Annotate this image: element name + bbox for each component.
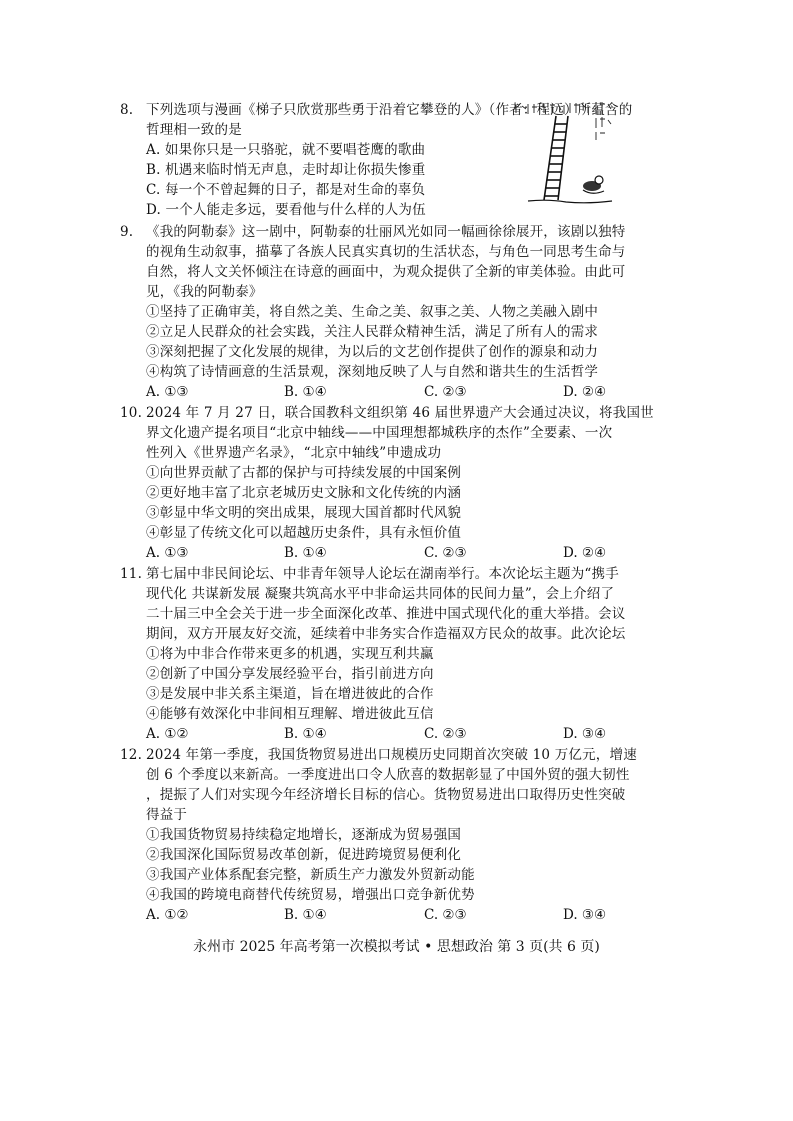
q9-statement-3: ③深刻把握了文化发展的规律，为以后的文艺创作提供了创作的源泉和动力 [146, 344, 599, 360]
q9-choice-a: A. ①③ [146, 384, 189, 400]
q11-statement-1: ①将为中非合作带来更多的机遇，实现互利共赢 [146, 646, 434, 662]
q9-stem-line-1: 9. 《我的阿勒泰》这一剧中，阿勒泰的壮丽风光如同一幅画徐徐展开，该剧以独特 [120, 224, 626, 240]
q9-stem-line-3: 自然，将人文关怀倾注在诗意的画面中，为观众提供了全新的审美体验。由此可 [146, 264, 626, 280]
q8-stem-line-1: 8. 下列选项与漫画《梯子只欣赏那些勇于沿着它攀登的人》（作者：程远）所蕴含的 [120, 102, 633, 118]
q12-choice-d: D. ③④ [563, 907, 607, 923]
q10-statement-1: ①向世界贡献了古都的保护与可持续发展的中国案例 [146, 465, 462, 481]
q10-statement-3: ③彰显中华文明的突出成果，展现大国首都时代风貌 [146, 505, 462, 521]
q8-number: 8. [120, 102, 134, 118]
q8-option-c: C. 每一个不曾起舞的日子，都是对生命的辜负 [146, 182, 426, 198]
q9-statement-2: ②立足人民群众的社会实践，关注人民群众精神生活，满足了所有人的需求 [146, 324, 599, 340]
cartoon-caption-scribble [514, 102, 611, 140]
q10-choice-d: D. ②④ [563, 545, 607, 561]
q11-stem-line-2: 现代化 共谋新发展 凝聚共筑高水平中非命运共同体的民间力量”，会上介绍了 [146, 586, 615, 602]
q11-choice-a: A. ①② [146, 726, 189, 742]
resting-figure [583, 176, 604, 193]
q11-stem-line-1: 11. 第七届中非民间论坛、中非青年领导人论坛在湖南举行。本次论坛主题为“携手 [120, 566, 619, 582]
q10-choice-b: B. ①④ [284, 545, 327, 561]
q10-choice-a: A. ①③ [146, 545, 189, 561]
q9-choice-b: B. ①④ [284, 384, 327, 400]
q8-stem-line-2: 哲理相一致的是 [146, 122, 242, 138]
q8-option-a: A. 如果你只是一只骆驼，就不要唱苍鹰的歌曲 [146, 142, 426, 158]
q8-option-b: B. 机遇来临时悄无声息，走时却让你损失惨重 [146, 162, 426, 178]
q12-statement-1: ①我国货物贸易持续稳定地增长，逐渐成为贸易强国 [146, 827, 462, 843]
q10-statement-4: ④彰显了传统文化可以超越历史条件，具有永恒价值 [146, 525, 462, 541]
q10-statement-2: ②更好地丰富了北京老城历史文脉和文化传统的内涵 [146, 485, 462, 501]
page-footer: 永州市 2025 年高考第一次模拟考试 • 思想政治 第 3 页(共 6 页) [193, 939, 600, 955]
q12-number: 12. [120, 747, 143, 763]
q11-statement-4: ④能够有效深化中非间相互理解、增进彼此互信 [146, 706, 434, 722]
q12-statement-3: ③我国产业体系配套完整，新质生产力激发外贸新动能 [146, 867, 475, 883]
q10-number: 10. [120, 405, 143, 421]
q12-statement-4: ④我国的跨境电商替代传统贸易，增强出口竞争新优势 [146, 887, 475, 903]
ground-line [528, 200, 612, 203]
q11-choice-d: D. ③④ [563, 726, 607, 742]
q10-stem-line-3: 性列入《世界遗产名录》，“北京中轴线”申遗成功 [146, 445, 442, 461]
q10-choice-c: C. ②③ [424, 545, 467, 561]
q11-statement-3: ③是发展中非关系主渠道，旨在增进彼此的合作 [146, 686, 434, 702]
q9-stem-line-4: 见，《我的阿勒泰》 [146, 284, 263, 300]
q11-choice-b: B. ①④ [284, 726, 327, 742]
q9-choice-d: D. ②④ [563, 384, 607, 400]
q9-stem-line-2: 的视角生动叙事，描摹了各族人民真实真切的生活状态，与角色一同思考生命与 [146, 244, 626, 260]
q12-statement-2: ②我国深化国际贸易改革创新，促进跨境贸易便利化 [146, 847, 462, 863]
q11-stem-line-3: 二十届三中全会关于进一步全面深化改革、推进中国式现代化的重大举措。会议 [146, 606, 626, 622]
q10-stem-line-1: 10. 2024 年 7 月 27 日，联合国教科文组织第 46 届世界遗产大会通过决议，将我国世 [120, 405, 654, 421]
q9-choice-c: C. ②③ [424, 384, 467, 400]
ladder [544, 116, 568, 200]
q9-statement-4: ④构筑了诗情画意的生活景观，深刻地反映了人与自然和谐共生的生活哲学 [146, 364, 599, 380]
q8-option-d: D. 一个人能走多远，要看他与什么样的人为伍 [146, 202, 426, 218]
q12-stem-line-2: 创 6 个季度以来新高。一季度进出口令人欣喜的数据彰显了中国外贸的强大韧性 [146, 767, 630, 783]
q11-statement-2: ②创新了中国分享发展经验平台，指引前进方向 [146, 666, 434, 682]
q12-choice-c: C. ②③ [424, 907, 467, 923]
q12-stem-line-4: 得益于 [146, 807, 188, 823]
q9-number: 9. [120, 224, 134, 240]
ladder-cartoon [508, 100, 620, 212]
q9-statement-1: ①坚持了正确审美，将自然之美、生命之美、叙事之美、人物之美融入剧中 [146, 304, 599, 320]
q12-choice-a: A. ①② [146, 907, 189, 923]
q11-choice-c: C. ②③ [424, 726, 467, 742]
q11-number: 11. [120, 566, 143, 582]
q12-stem-line-3: ，提振了人们对实现今年经济增长目标的信心。货物贸易进出口取得历史性突破 [146, 787, 626, 803]
q12-stem-line-1: 12. 2024 年第一季度，我国货物贸易进出口规模历史同期首次突破 10 万亿元，增速 [120, 747, 637, 763]
q12-choice-b: B. ①④ [284, 907, 327, 923]
q11-stem-line-4: 期间，双方开展友好交流，延续着中非务实合作造福双方民众的故事。此次论坛 [146, 626, 626, 642]
q10-stem-line-2: 界文化遗产提名项目“北京中轴线——中国理想都城秩序的杰作”全要素、一次 [146, 425, 613, 441]
